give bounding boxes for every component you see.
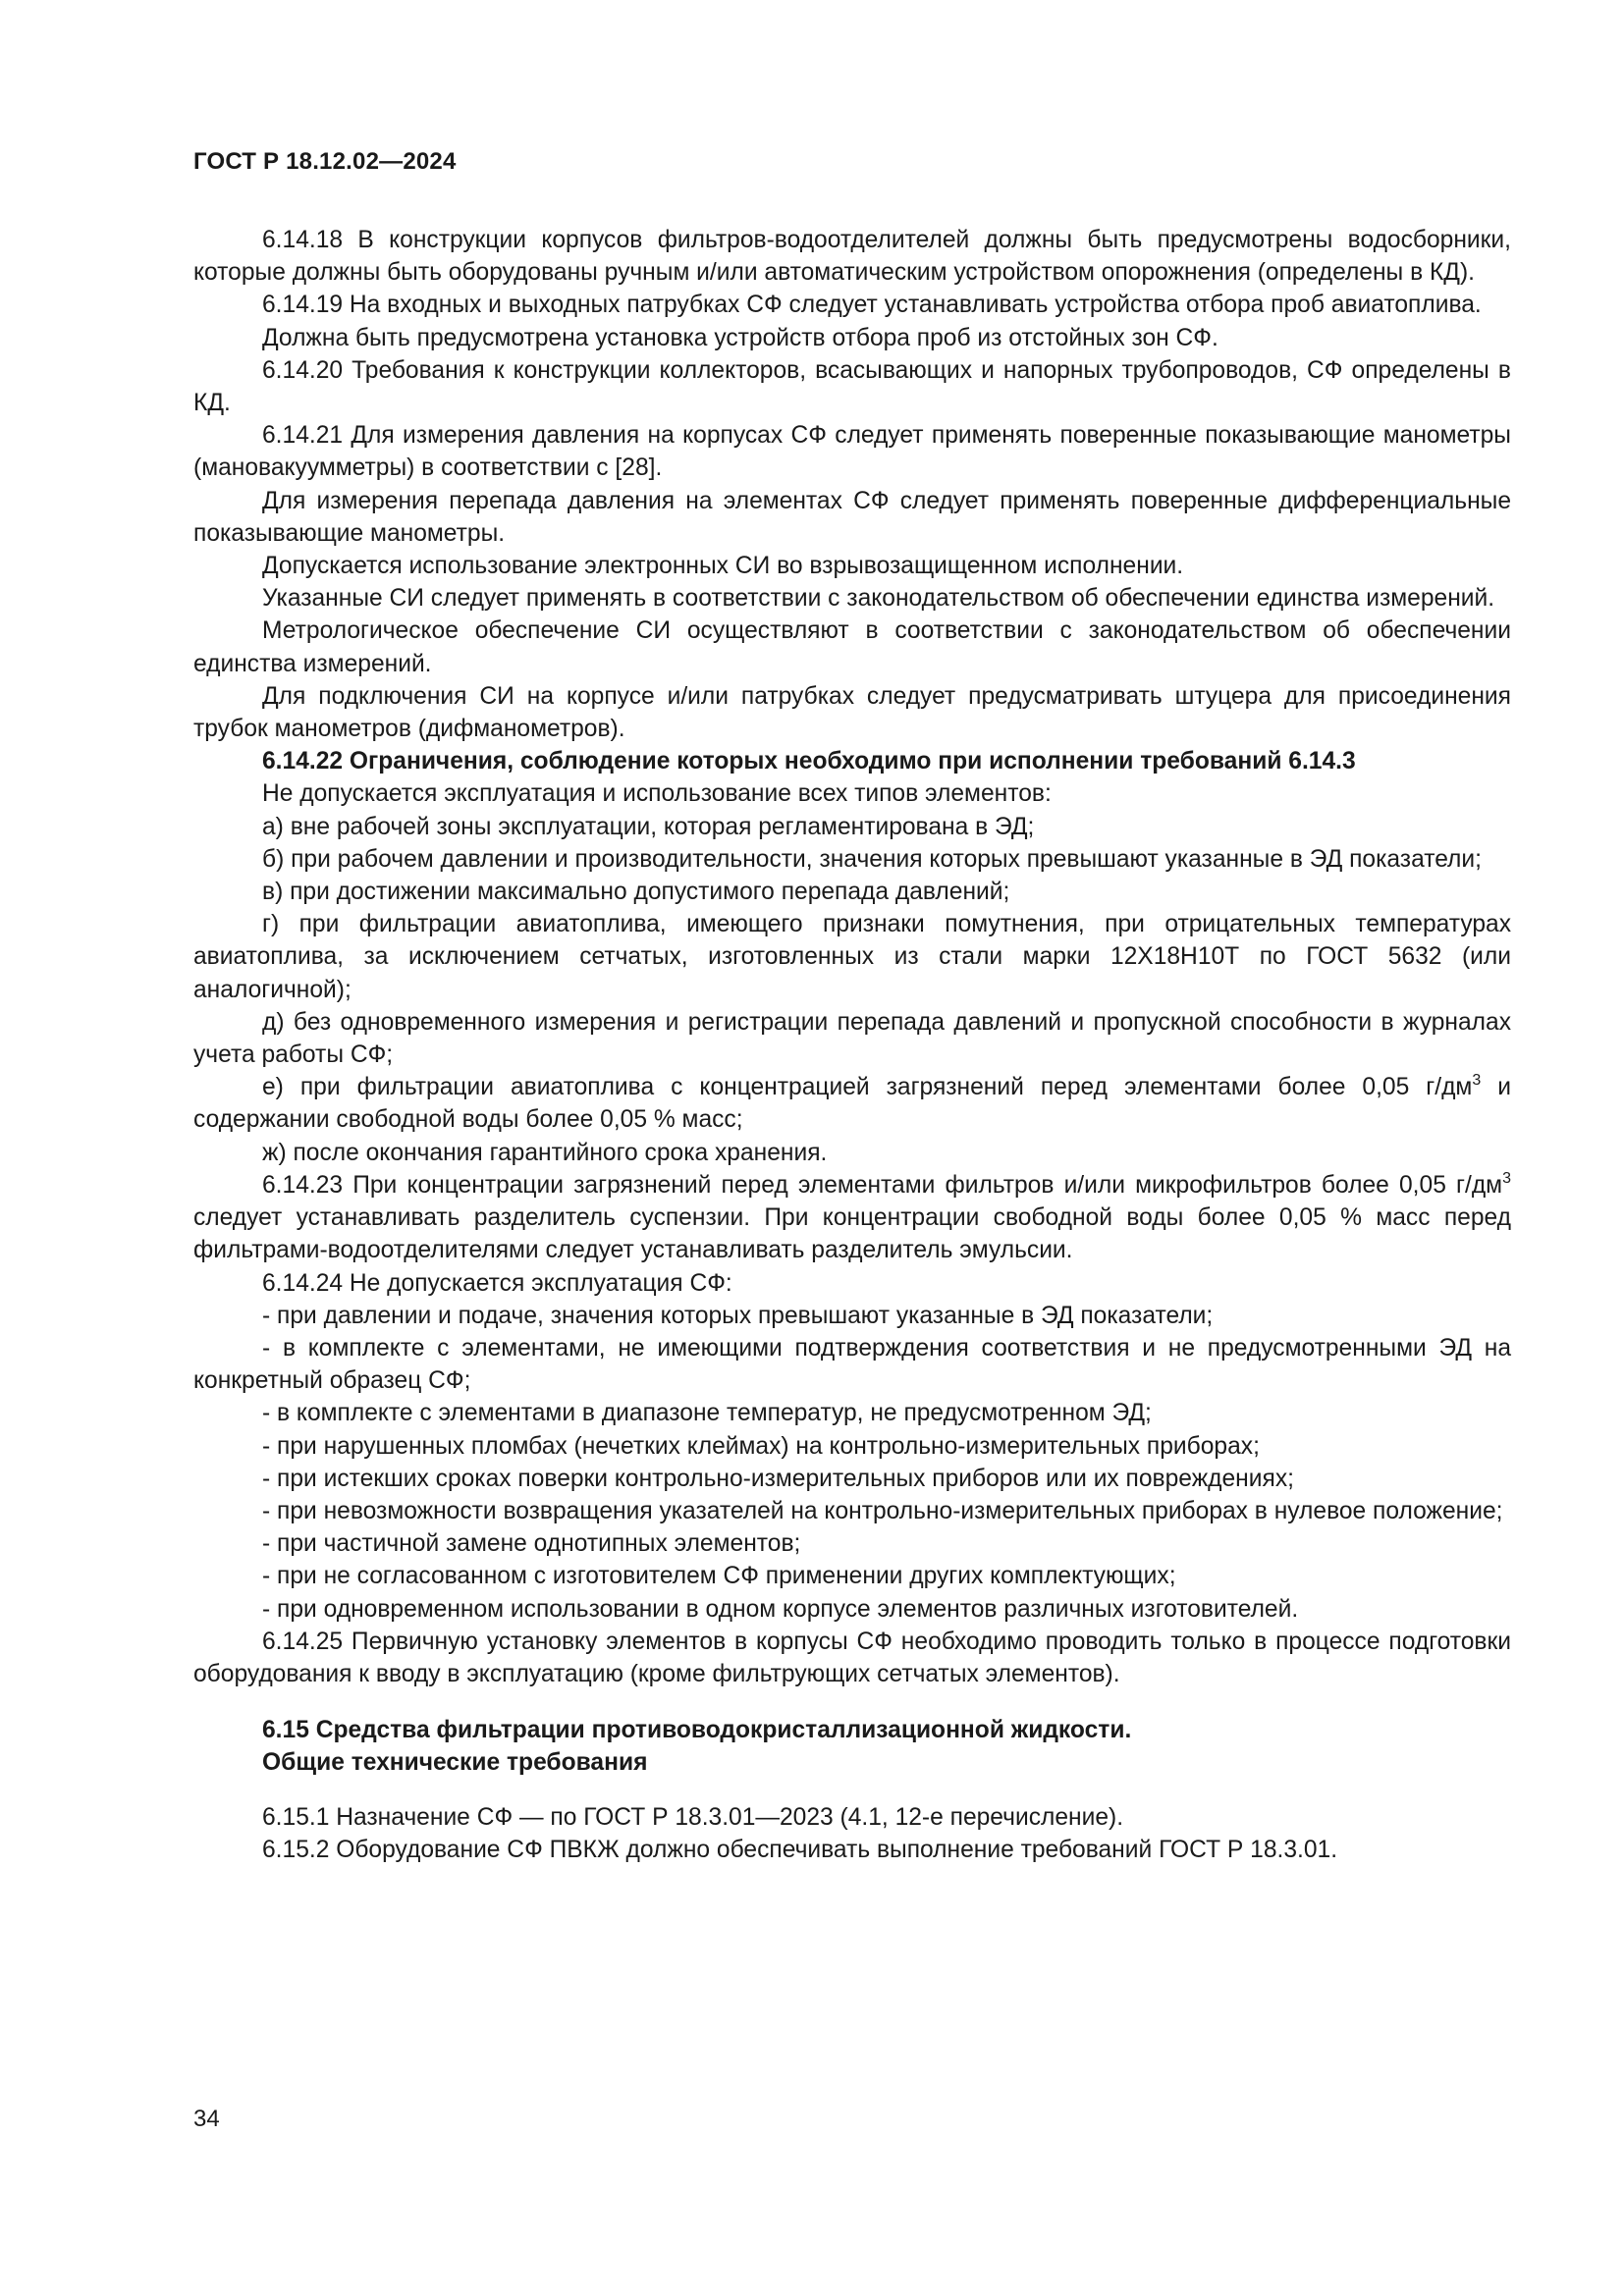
paragraph-diff-manometers: Для измерения перепада давления на элементах СФ следует применять поверенные дифференциальные показывающие манометры.: [193, 487, 1511, 547]
paragraph-not-allowed: Не допускается эксплуатация и использование всех типов элементов:: [262, 780, 1052, 808]
paragraph-6-14-21: 6.14.21 Для измерения давления на корпусах СФ следует применять поверенные показывающие манометры (мановакуумметры) в соответствии с [28].: [193, 422, 1511, 482]
section-heading-line-2: Общие технические требования: [262, 1749, 648, 1777]
dash-item-3: - в комплекте с элементами в диапазоне температур, не предусмотренном ЭД;: [262, 1400, 1152, 1427]
dash-item-5: - при истекших сроках поверки контрольно-измерительных приборов или их повреждениях;: [262, 1465, 1294, 1492]
document-header: ГОСТ Р 18.12.02—2024: [193, 148, 457, 175]
paragraph-6-15-2: 6.15.2 Оборудование СФ ПВКЖ должно обеспечивать выполнение требований ГОСТ Р 18.3.01.: [262, 1836, 1338, 1863]
list-item-e: [193, 1071, 1511, 1136]
list-item-g: г) при фильтрации авиатоплива, имеющего признаки помутнения, при отрицательных температурах авиатоплива, за исключением сетчатых, изготовленных из стали марки 12Х18Н10Т по ГОСТ 5632 (или аналогичной);: [193, 911, 1511, 1003]
dash-item-6: - при невозможности возвращения указателей на контрольно-измерительных приборах в нулевое положение;: [262, 1497, 1503, 1524]
superscript-3: 3: [1472, 1072, 1482, 1090]
superscript-3: 3: [1502, 1169, 1511, 1187]
list-item-zh: ж) после окончания гарантийного срока хранения.: [262, 1139, 828, 1166]
paragraph-electronic-si: Допускается использование электронных СИ во взрывозащищенном исполнении.: [262, 553, 1184, 580]
list-item-a: а) вне рабочей зоны эксплуатации, которая регламентирована в ЭД;: [262, 813, 1035, 840]
list-item-d: д) без одновременного измерения и регистрации перепада давлений и пропускной способности в журналах учета работы СФ;: [193, 1008, 1511, 1069]
dash-item-4: - при нарушенных пломбах (нечетких клеймах) на контрольно-измерительных приборах;: [262, 1432, 1260, 1460]
dash-item-8: - при не согласованном с изготовителем СФ применении других комплектующих;: [262, 1563, 1176, 1590]
list-item-v: в) при достижении максимально допустимого перепада давлений;: [262, 879, 1010, 906]
heading-6-14-22: 6.14.22 Ограничения, соблюдение которых необходимо при исполнении требований 6.14.3: [262, 748, 1356, 775]
paragraph-6-14-25: 6.14.25 Первичную установку элементов в корпусы СФ необходимо проводить только в процессе подготовки оборудования к вводу в эксплуатацию (кроме фильтрующих сетчатых элементов).: [193, 1628, 1511, 1687]
paragraph-6-14-18: 6.14.18 В конструкции корпусов фильтров-водоотделителей должны быть предусмотрены водосборники, которые должны быть оборудованы ручным и/или автоматическим устройством опорожнения (определены в КД).: [193, 227, 1511, 287]
list-item-b: б) при рабочем давлении и производительности, значения которых превышают указанные в ЭД показатели;: [262, 845, 1482, 873]
list-item-e-text: е) при фильтрации авиатоплива с концентрацией загрязнений перед элементами более 0,05 г/дм: [262, 1074, 1473, 1101]
paragraph-6-14-23-text: 6.14.23 При концентрации загрязнений перед элементами фильтров и/или микрофильтров более 0,05 г/дм: [262, 1171, 1503, 1199]
paragraph-6-14-20: 6.14.20 Требования к конструкции коллекторов, всасывающих и напорных трубопроводов, СФ определены в КД.: [193, 356, 1511, 417]
dash-item-9: - при одновременном использовании в одном корпусе элементов различных изготовителей.: [262, 1595, 1299, 1623]
section-heading-6-15: [193, 1714, 1511, 1779]
list-item-e-tail: и содержании свободной воды более 0,05 % масс;: [193, 1074, 1511, 1134]
paragraph-sample-zones: Должна быть предусмотрена установка устройств отбора проб из отстойных зон СФ.: [262, 324, 1218, 351]
page-number: 34: [193, 2106, 220, 2132]
paragraph-si-law: Указанные СИ следует применять в соответствии с законодательством об обеспечении единства измерений.: [262, 585, 1495, 613]
paragraph-metrology: Метрологическое обеспечение СИ осуществляют в соответствии с законодательством об обеспечении единства измерений.: [193, 617, 1511, 677]
document-body: [193, 224, 1511, 1866]
paragraph-6-14-19: 6.14.19 На входных и выходных патрубках СФ следует устанавливать устройства отбора проб авиатоплива.: [262, 292, 1482, 319]
paragraph-6-14-23: [193, 1169, 1511, 1267]
dash-item-7: - при частичной замене однотипных элементов;: [262, 1530, 801, 1558]
paragraph-6-14-23-tail: следует устанавливать разделитель суспензии. При концентрации свободной воды более 0,05 % масс перед фильтрами-водоотделителями следует устанавливать разделитель эмульсии.: [193, 1204, 1511, 1264]
paragraph-6-15-1: 6.15.1 Назначение СФ — по ГОСТ Р 18.3.01—2023 (4.1, 12-е перечисление).: [262, 1803, 1124, 1831]
section-heading-line-1: 6.15 Средства фильтрации противоводокристаллизационной жидкости.: [262, 1717, 1132, 1744]
dash-item-1: - при давлении и подаче, значения которых превышают указанные в ЭД показатели;: [262, 1302, 1214, 1329]
dash-item-2: - в комплекте с элементами, не имеющими подтверждения соответствия и не предусмотренными ЭД на конкретный образец СФ;: [193, 1334, 1511, 1395]
paragraph-si-connection: Для подключения СИ на корпусе и/или патрубках следует предусматривать штуцера для присоединения трубок манометров (дифманометров).: [193, 682, 1511, 743]
paragraph-6-14-24: 6.14.24 Не допускается эксплуатация СФ:: [262, 1269, 732, 1297]
